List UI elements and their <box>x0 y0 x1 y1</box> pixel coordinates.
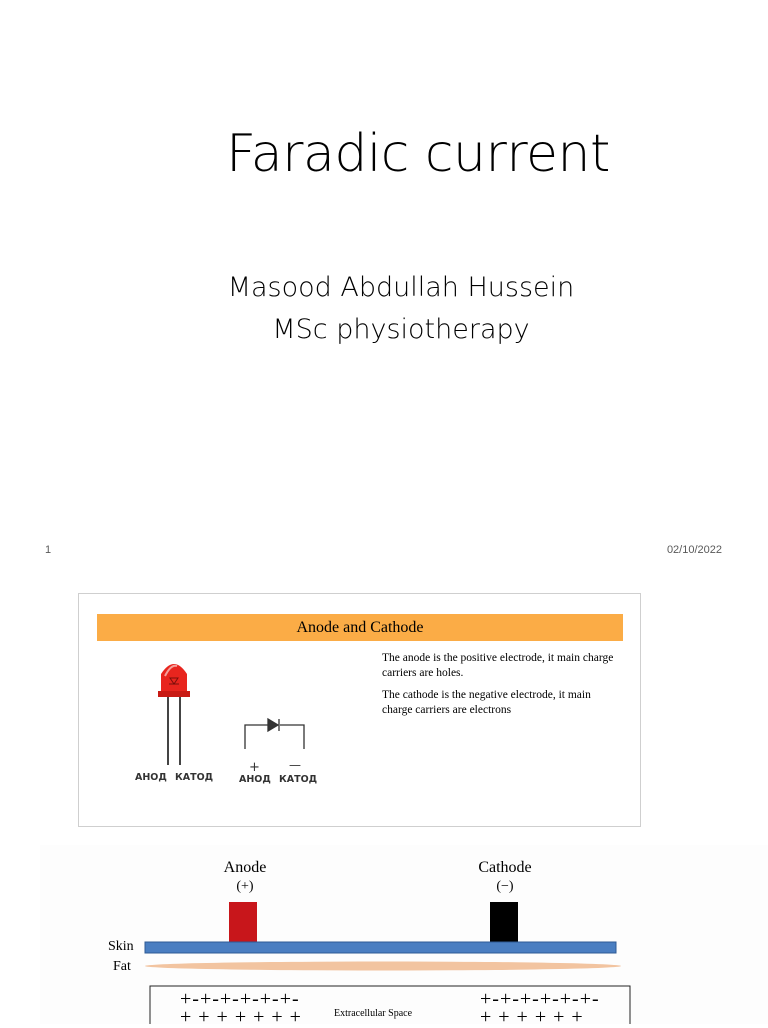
symbol-cathode-label: КАТОД <box>279 774 318 785</box>
author-name: Masood Abdullah Hussein <box>227 272 575 303</box>
led-icon <box>158 664 190 765</box>
anode-description: The anode is the positive electrode, it main charge carriers are holes. <box>382 652 614 679</box>
anode-cathode-figure <box>78 593 641 827</box>
slide-date: 02/10/2022 <box>666 544 722 556</box>
tissue-figure <box>40 845 768 1028</box>
symbol-plus: + <box>249 760 260 775</box>
skin-label: Skin <box>108 939 134 954</box>
charges-right-row1: +-+-+-+-+-+- <box>480 988 600 1010</box>
led-anode-label: АНОД <box>135 772 167 783</box>
led-cathode-label: КАТОД <box>175 772 214 783</box>
fat-layer <box>145 962 621 971</box>
fat-label: Fat <box>113 959 131 974</box>
tissue-diagram <box>40 845 768 1028</box>
slide-title: Faradic current <box>226 124 610 184</box>
anode-sign: (+) <box>236 879 254 894</box>
cathode-sign: (−) <box>496 879 514 894</box>
symbol-minus: — <box>289 758 301 772</box>
diode-symbol-icon <box>245 719 304 749</box>
symbol-anode-label: АНОД <box>239 774 271 785</box>
led-diagram <box>79 594 640 826</box>
slide-number: 1 <box>45 544 52 556</box>
extracellular-label: Extracellular Space <box>334 1008 413 1019</box>
author-degree: MSc physiotherapy <box>272 314 530 345</box>
cathode-electrode <box>490 902 518 942</box>
cathode-label: Cathode <box>478 859 532 876</box>
figure-banner: Anode and Cathode <box>97 614 623 641</box>
skin-layer <box>145 942 616 953</box>
cathode-description: The cathode is the negative electrode, it main charge carriers are electrons <box>382 689 591 716</box>
charges-left-row1: +-+-+-+-+-+- <box>180 988 300 1010</box>
charges-left-row2: + + + + + + + <box>180 1006 302 1028</box>
anode-label: Anode <box>223 859 267 876</box>
charges-right-row2: + + + + + + <box>480 1006 584 1028</box>
anode-electrode <box>229 902 257 942</box>
